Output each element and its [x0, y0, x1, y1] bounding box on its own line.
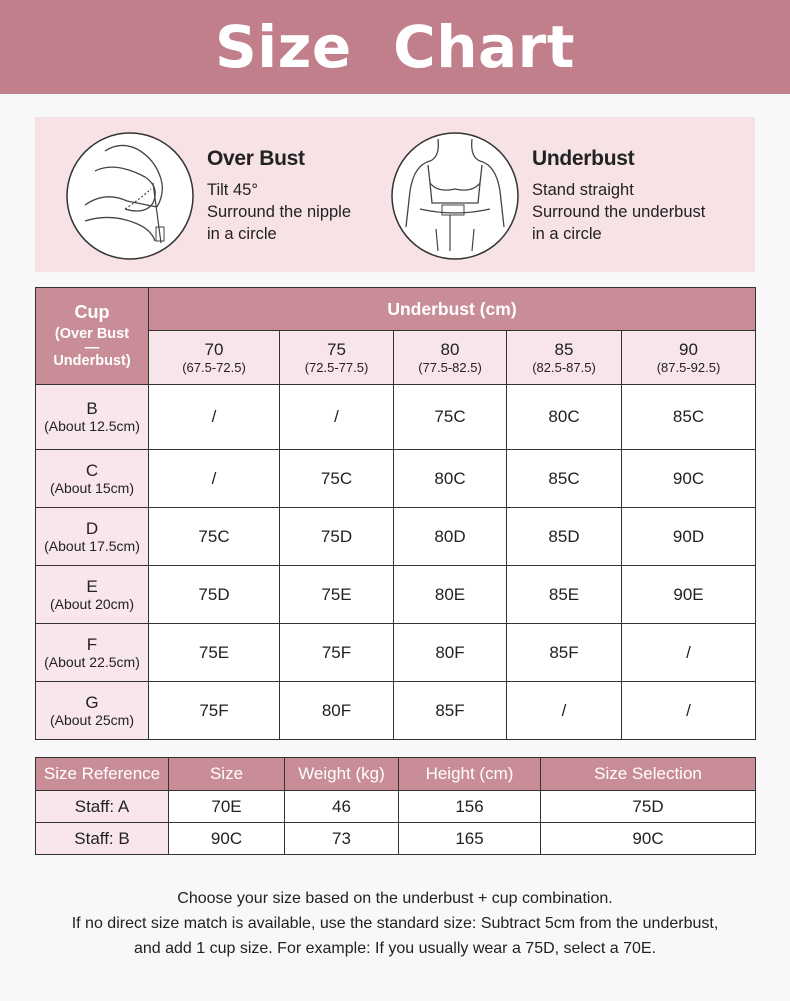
size-cell: 75C — [394, 385, 507, 450]
table-row — [36, 823, 756, 855]
cup-title: Cup — [74, 302, 110, 322]
column-value: 85 — [554, 339, 574, 359]
column-range: (82.5-87.5) — [532, 359, 596, 375]
size-cell: 80C — [394, 450, 507, 508]
size-cell: 85E — [507, 566, 622, 624]
column-value: 75 — [327, 339, 346, 359]
table-row — [36, 624, 756, 682]
cup-header — [36, 288, 149, 385]
size-cell: 85C — [622, 385, 756, 450]
table-cell: 73 — [285, 823, 399, 855]
column-header: Size — [169, 758, 285, 791]
column-header: Size Selection — [541, 758, 756, 791]
note-line: Choose your size based on the underbust + cup combination. — [177, 890, 613, 907]
table-cell: 75D — [541, 791, 756, 823]
cup-row-header — [36, 624, 149, 682]
cup-letter: C — [85, 460, 99, 480]
table-cell: 156 — [399, 791, 541, 823]
cup-about: (About 12.5cm) — [44, 418, 140, 434]
note-line: and add 1 cup size. For example: If you usually wear a 75D, select a 70E. — [133, 940, 657, 957]
size-cell: 75D — [149, 566, 280, 624]
cup-letter: F — [86, 634, 98, 654]
over-bust-line: Surround the nipple — [207, 203, 352, 221]
size-cell: 75F — [149, 682, 280, 740]
column-value: 70 — [204, 339, 224, 359]
size-cell: 75E — [280, 566, 394, 624]
table-row — [36, 682, 756, 740]
cup-subtitle: (Over Bust — [54, 326, 130, 342]
cup-row-header — [36, 682, 149, 740]
size-cell: / — [280, 385, 394, 450]
underbust-column-header — [149, 331, 280, 385]
cup-subtitle: Underbust) — [53, 353, 131, 369]
cup-row-header — [36, 450, 149, 508]
size-cell: 75F — [280, 624, 394, 682]
cup-subtitle: — — [84, 340, 100, 356]
size-cell: / — [622, 624, 756, 682]
table-cell: 46 — [285, 791, 399, 823]
table-row — [36, 566, 756, 624]
size-cell: 90E — [622, 566, 756, 624]
note-line: If no direct size match is available, use the standard size: Subtract 5cm from the underbust, — [71, 915, 719, 932]
size-reference-table — [35, 757, 756, 855]
sizing-notes — [0, 886, 790, 961]
over-bust-illustration — [65, 131, 195, 261]
table-row — [36, 508, 756, 566]
size-chart-table — [35, 287, 756, 740]
column-header: Weight (kg) — [285, 758, 399, 791]
cup-about: (About 20cm) — [49, 595, 135, 612]
size-cell: 85D — [507, 508, 622, 566]
size-cell: 75C — [149, 508, 280, 566]
table-row — [36, 450, 756, 508]
cup-about: (About 22.5cm) — [44, 653, 140, 670]
size-cell: 80C — [507, 385, 622, 450]
column-range: (77.5-82.5) — [418, 359, 482, 375]
column-range: (72.5-77.5) — [304, 359, 369, 375]
column-range: (87.5-92.5) — [656, 359, 721, 375]
table-cell: 90C — [169, 823, 285, 855]
underbust-line: Stand straight — [532, 181, 634, 199]
cup-letter: G — [85, 692, 99, 712]
underbust-illustration — [390, 131, 520, 261]
underbust-column-header — [622, 331, 756, 385]
staff-label: Staff: A — [36, 791, 169, 823]
column-header: Height (cm) — [399, 758, 541, 791]
table-row — [36, 791, 756, 823]
cup-about: (About 17.5cm) — [44, 537, 140, 554]
column-range: (67.5-72.5) — [182, 359, 246, 375]
page-title: Size Chart — [215, 13, 575, 81]
size-cell: 90D — [622, 508, 756, 566]
cup-about: (About 15cm) — [49, 479, 135, 496]
size-cell: 75D — [280, 508, 394, 566]
cup-row-header — [36, 566, 149, 624]
cup-row-header — [36, 508, 149, 566]
over-bust-line: in a circle — [207, 225, 277, 243]
underbust-column-header — [280, 331, 394, 385]
size-cell: / — [149, 385, 280, 450]
underbust-header: Underbust (cm) — [149, 288, 756, 331]
size-cell: 80D — [394, 508, 507, 566]
measurement-guide — [35, 117, 755, 272]
column-value: 80 — [440, 339, 460, 359]
cup-about: (About 25cm) — [49, 711, 135, 728]
header-banner — [0, 0, 790, 94]
table-cell: 70E — [169, 791, 285, 823]
underbust-line: Surround the underbust — [532, 203, 706, 221]
staff-label: Staff: B — [36, 823, 169, 855]
size-cell: 85F — [507, 624, 622, 682]
over-bust-line: Tilt 45° — [207, 181, 258, 199]
table-cell: 165 — [399, 823, 541, 855]
size-cell: 85F — [394, 682, 507, 740]
cup-letter: E — [86, 576, 98, 596]
size-cell: 90C — [622, 450, 756, 508]
underbust-column-header — [394, 331, 507, 385]
column-value: 90 — [679, 339, 698, 359]
underbust-column-header — [507, 331, 622, 385]
size-cell: / — [507, 682, 622, 740]
table-header-row — [36, 758, 756, 791]
underbust-heading: Underbust — [532, 147, 635, 170]
over-bust-heading: Over Bust — [207, 147, 305, 170]
size-cell: 80F — [394, 624, 507, 682]
size-cell: 80F — [280, 682, 394, 740]
cup-letter: B — [86, 399, 98, 418]
cup-row-header — [36, 385, 149, 450]
size-cell: / — [149, 450, 280, 508]
table-cell: 90C — [541, 823, 756, 855]
size-cell: 75E — [149, 624, 280, 682]
table-row — [36, 385, 756, 450]
underbust-line: in a circle — [532, 225, 602, 243]
column-header: Size Reference — [36, 758, 169, 791]
size-cell: / — [622, 682, 756, 740]
cup-letter: D — [85, 518, 99, 538]
size-cell: 75C — [280, 450, 394, 508]
size-cell: 80E — [394, 566, 507, 624]
size-cell: 85C — [507, 450, 622, 508]
